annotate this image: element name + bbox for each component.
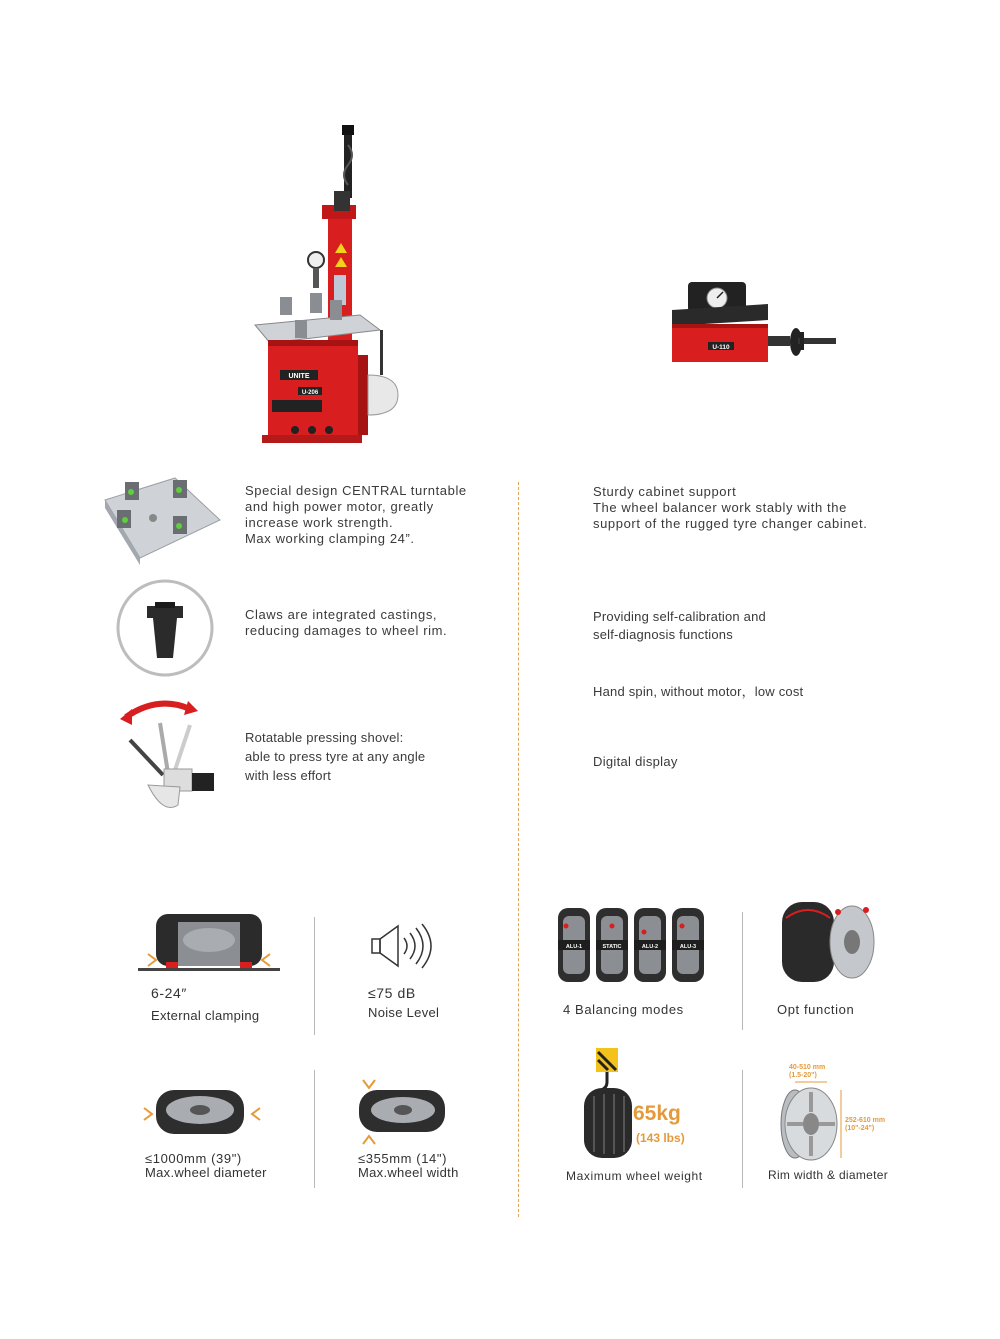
wheel-balancer-image (668, 280, 838, 370)
pressing-shovel-icon (118, 695, 223, 815)
opt-function-icon (778, 898, 878, 986)
mode-label: STATIC (602, 944, 622, 950)
rim-icon (775, 1082, 845, 1162)
feature-line: with less effort (245, 768, 332, 783)
balancing-modes-label: 4 Balancing modes (563, 1002, 684, 1017)
feature-line: Hand spin, without motor，low cost (593, 684, 804, 699)
width-value: ≤355mm (14") (358, 1151, 448, 1166)
feature-turntable-text (245, 483, 467, 547)
noise-label: Noise Level (368, 1005, 440, 1020)
feature-line: self-diagnosis functions (593, 627, 733, 642)
spec-divider (742, 912, 743, 1030)
mode-label: ALU-3 (679, 944, 697, 950)
spec-divider (314, 1070, 315, 1188)
changer-brand: UNITE (288, 373, 310, 380)
feature-line: support of the rugged tyre changer cabinet. (593, 516, 868, 531)
rim-width-in: (1.5-20") (789, 1072, 817, 1079)
rim-diameter-range (845, 1117, 885, 1133)
width-label: Max.wheel width (358, 1165, 459, 1180)
rim-diameter-mm: 252-610 mm (845, 1117, 886, 1124)
feature-line: Special design CENTRAL turntable (245, 483, 467, 498)
rim-label: Rim width & diameter (768, 1168, 889, 1182)
claw-icon (115, 580, 215, 680)
turntable-icon (95, 470, 225, 570)
rim-width-range (789, 1064, 825, 1080)
diameter-label: Max.wheel diameter (145, 1165, 267, 1180)
opt-function-label: Opt function (777, 1002, 855, 1017)
rim-width-mm: 40-510 mm (789, 1064, 826, 1071)
spec-divider (314, 917, 315, 1035)
balancing-modes-icon (556, 906, 708, 984)
speaker-icon (370, 922, 432, 972)
spec-divider (742, 1070, 743, 1188)
feature-line: Providing self-calibration and (593, 609, 766, 624)
feature-line: reducing damages to wheel rim. (245, 623, 448, 638)
feature-claw-text (245, 607, 447, 639)
feature-line: Sturdy cabinet support (593, 484, 737, 499)
rim-diameter-in: (10"-24") (845, 1125, 875, 1132)
feature-display-text (593, 754, 678, 770)
feature-handspin-text (593, 684, 803, 700)
weight-kg: 65kg (633, 1102, 681, 1125)
center-dashed-divider (518, 482, 519, 1217)
feature-shovel-text (245, 728, 425, 785)
feature-line: Max working clamping 24”. (245, 531, 415, 546)
feature-line: increase work strength. (245, 515, 394, 530)
feature-line: Rotatable pressing shovel: (245, 730, 404, 745)
mode-label: ALU-2 (641, 944, 659, 950)
weight-lbs: (143 lbs) (636, 1131, 685, 1145)
feature-cabinet-text (593, 484, 867, 532)
changer-model: U-206 (301, 390, 319, 396)
balancer-model: U-110 (712, 344, 730, 351)
external-clamping-icon (138, 912, 280, 974)
diameter-value: ≤1000mm (39") (145, 1151, 242, 1166)
feature-line: and high power motor, greatly (245, 499, 434, 514)
feature-calibration-text (593, 608, 766, 644)
clamping-value: 6-24″ (151, 985, 187, 1001)
feature-line: Digital display (593, 754, 678, 769)
feature-line: able to press tyre at any angle (245, 749, 426, 764)
wheel-weight-label: Maximum wheel weight (566, 1169, 703, 1183)
noise-value: ≤75 dB (368, 985, 416, 1001)
mode-label: ALU-1 (565, 944, 583, 950)
wheel-diameter-icon (140, 1086, 264, 1138)
tyre-changer-image (250, 125, 410, 450)
wheel-width-icon (355, 1078, 450, 1146)
feature-line: The wheel balancer work stably with the (593, 500, 847, 515)
clamping-label: External clamping (151, 1008, 260, 1023)
feature-line: Claws are integrated castings, (245, 607, 438, 622)
